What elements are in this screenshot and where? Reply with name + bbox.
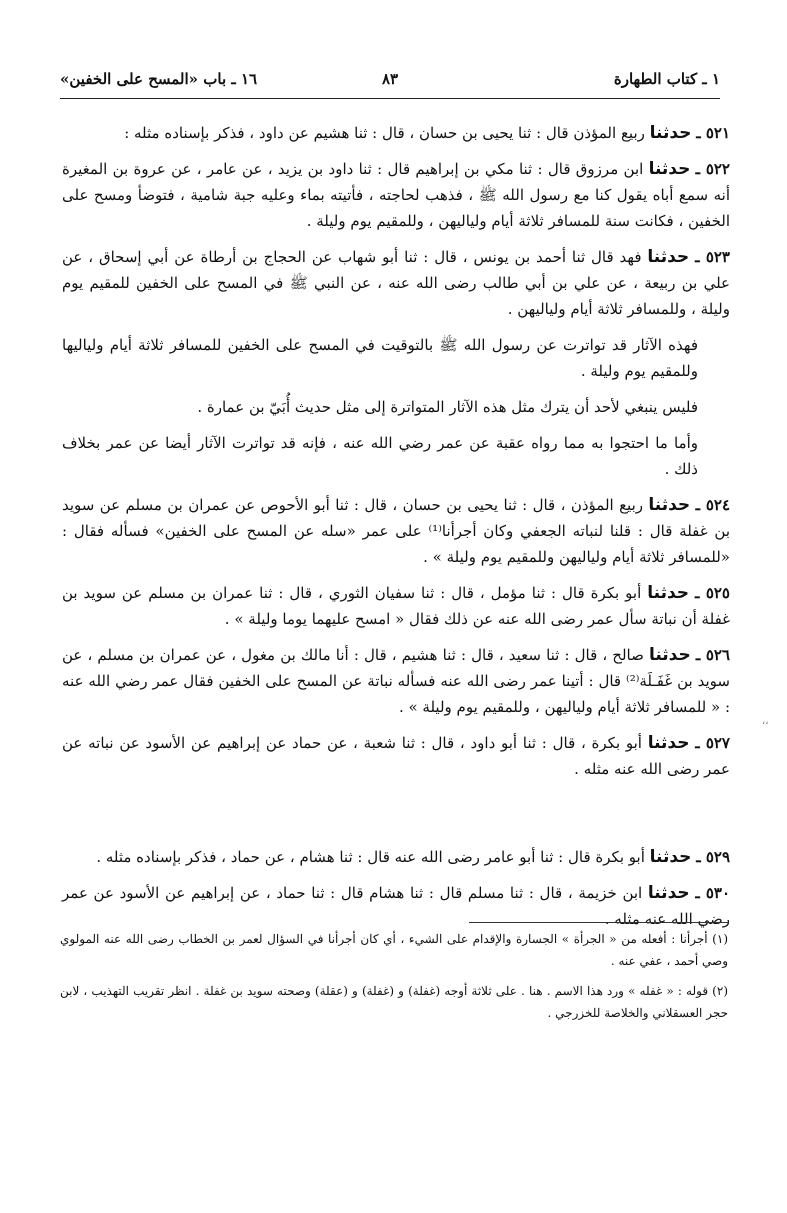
section-gap [62, 792, 730, 844]
paragraph-text: وأما ما احتجوا به مما رواه عقبة عن عمر رضي الله عنه ، فإنه قد تواترت الآثار أيضا عن عمر بخلاف ذلك . [62, 434, 698, 478]
footnote: (١) أجرأنا : أفعله من « الجرأة » الجسارة والإقدام على الشيء ، أي كان أجرأنا في السؤال لعمر بن الخطاب رضى الله عنه المولوي وصي أحمد ، عفي عنه . [60, 932, 728, 968]
hadith-number: ٥٢١ ـ [696, 124, 730, 142]
narration-head: حدثنا [648, 495, 691, 515]
hadith-number: ٥٢٧ ـ [695, 734, 730, 752]
hadith-paragraph [62, 120, 730, 146]
hadith-number: ٥٢٥ ـ [695, 584, 730, 602]
commentary-paragraph [62, 394, 730, 420]
running-header [60, 70, 720, 94]
hadith-paragraph [62, 880, 730, 932]
narration-head: حدثنا [648, 645, 691, 665]
footnote-rule [469, 922, 729, 923]
paragraph-text: أبو بكرة قال : ثنا مؤمل ، قال : ثنا سفيان الثوري ، قال : ثنا عمران بن مسلم عن سويد بن غفلة أن نباتة سأل عمر رضى الله عنه عن ذلك فقال « امسح عليهما يوما وليلة » . [62, 584, 730, 628]
hadith-number: ٥٢٤ ـ [695, 496, 730, 514]
narration-head: حدثنا [647, 883, 690, 903]
paragraph-text: أبو بكرة قال : ثنا أبو عامر رضى الله عنه قال : ثنا هشام ، عن حماد ، فذكر بإسناده مثله . [96, 848, 650, 866]
paragraph-text: صالح ، قال : ثنا سعيد ، قال : ثنا هشيم ، قال : أنا مالك بن مغول ، عن عمران بن مسلم ، عن سويد بن غَفَـلَة⁽²⁾ قال : أتينا عمر رضى الله عنه فسأله نباتة عن المسح على الخفين فقال عمر رضي الله عنه : « للمسافر ثلاثة أيام ولياليهن ، وللمقيم يوم وليلة » . [62, 646, 731, 716]
hadith-paragraph [62, 844, 730, 870]
paragraph-text: ربيع المؤذن قال : ثنا يحيى بن حسان ، قال : ثنا هشيم عن داود ، فذكر بإسناده مثله : [124, 124, 650, 142]
paragraph-text: فهد قال ثنا أحمد بن يونس ، قال : ثنا أبو شهاب عن الحجاج بن أرطاة عن أبي إسحاق ، عن علي بن ربيعة ، عن علي بن أبي طالب رضى الله عنه ، عن النبي ﷺ في المسح على الخفين للمقيم يوم وليلة ، وللمسافر ثلاثة أيام ولياليهن . [62, 248, 730, 318]
chapter-title: ١٦ ـ باب «المسح على الخفين» [60, 70, 258, 88]
paragraph-text: ابن خزيمة ، قال : ثنا مسلم قال : ثنا هشام قال : ثنا حماد ، عن إبراهيم عن الأسود عن عمر رضي الله عنه مثله . [62, 884, 730, 928]
hadith-paragraph [62, 580, 730, 632]
paragraph-text: فليس ينبغي لأحد أن يترك مثل هذه الآثار المتواترة إلى مثل حديث أُبَيّ بن عمارة . [197, 398, 698, 416]
paragraph-text: ابن مرزوق قال : ثنا مكي بن إبراهيم قال : ثنا داود بن يزيد ، عن عامر ، عن عروة بن المغيرة أنه سمع أباه يقول كنا مع رسول الله ﷺ ، فذهب لحاجته ، فأتيته بماء وعليه جبة شامية ، فتوضأ ومسح على الخفين ، فكانت سنة للمسافر ثلاثة أيام ولياليهن ، وللمقيم يوم وليلة . [62, 160, 730, 230]
narration-head: حدثنا [649, 847, 692, 867]
hadith-number: ٥٢٣ ـ [695, 248, 730, 266]
hadith-paragraph [62, 642, 730, 720]
header-rule [60, 98, 720, 99]
commentary-paragraph [62, 332, 730, 384]
margin-mark: ،، [762, 716, 769, 727]
narration-head: حدثنا [647, 247, 690, 267]
hadith-number: ٥٢٩ ـ [696, 848, 730, 866]
hadith-number: ٥٢٢ ـ [695, 160, 730, 178]
narration-head: حدثنا [648, 159, 691, 179]
footnotes [60, 928, 728, 1032]
hadith-number: ٥٢٦ ـ [695, 646, 730, 664]
paragraph-text: أبو بكرة ، قال : ثنا أبو داود ، قال : ثنا شعبة ، عن حماد عن إبراهيم عن الأسود عن نباته عن عمر رضى الله عنه مثله . [62, 734, 730, 778]
narration-head: حدثنا [647, 733, 690, 753]
narration-head: حدثنا [647, 583, 690, 603]
page-number: ٨٣ [381, 70, 399, 88]
paragraph-text: فهذه الآثار قد تواترت عن رسول الله ﷺ بالتوقيت في المسح على الخفين للمسافر ثلاثة أيام ولياليها وللمقيم يوم وليلة . [62, 336, 698, 380]
paragraph-text: ربيع المؤذن ، قال : ثنا يحيى بن حسان ، قال : ثنا أبو الأحوص عن عمران بن مسلم عن سويد بن غفلة قال : قلنا لنباته الجعفي وكان أجرأنا⁽¹⁾ على عمر «سله عن المسح على الخفين» فسأله فقال : «للمسافر ثلاثة أيام ولياليهن وللمقيم يوم وليلة » . [62, 496, 730, 566]
main-text [62, 120, 730, 942]
hadith-paragraph [62, 492, 730, 570]
book-title: ١ ـ كتاب الطهارة [613, 70, 720, 88]
narration-head: حدثنا [649, 123, 692, 143]
footnote: (٢) قوله : « غفله » ورد هذا الاسم . هنا . على ثلاثة أوجه (غفلة) و (غفلة) و (عقلة) وصحته سويد بن غفلة . انظر تقريب التهذيب ، لابن حجر العسقلاني والخلاصة للخزرجي . [60, 984, 728, 1020]
hadith-paragraph [62, 730, 730, 782]
hadith-number: ٥٣٠ ـ [695, 884, 730, 902]
hadith-paragraph [62, 156, 730, 234]
commentary-paragraph [62, 430, 730, 482]
hadith-paragraph [62, 244, 730, 322]
